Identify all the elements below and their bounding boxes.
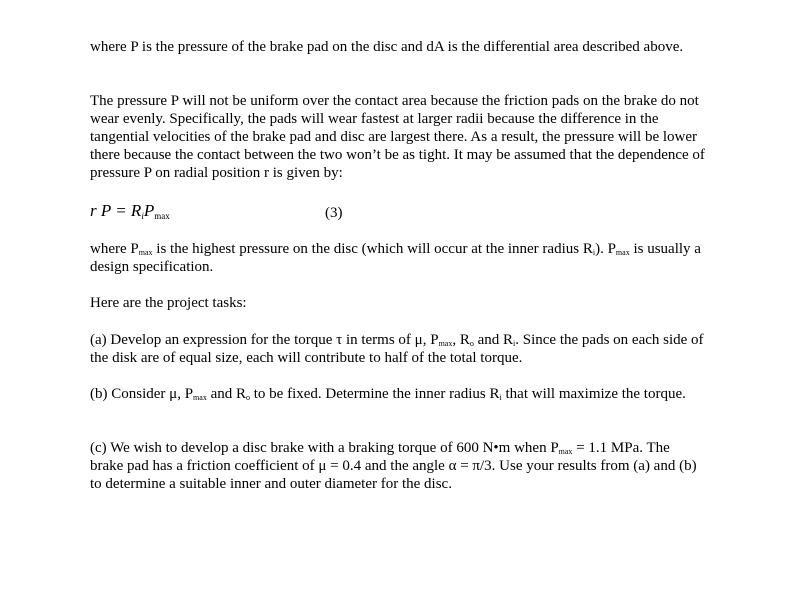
subscript: i	[592, 248, 596, 257]
text: . Since the pads on each side of the disk are of equal size, each will contribute to half of the total torque.	[90, 332, 704, 366]
subscript: i	[499, 393, 502, 402]
subscript: o	[469, 339, 474, 348]
subscript: max	[438, 339, 453, 348]
subscript: max	[558, 447, 573, 456]
text: (a) Develop an expression for the torque τ in terms of μ, P	[90, 332, 439, 348]
text: and R	[473, 332, 514, 348]
subscript: max	[193, 393, 207, 402]
subscript: i	[513, 339, 516, 348]
subscript: max	[138, 248, 153, 257]
text: = 1.1 MPa. The brake pad has a friction coefficient of μ = 0.4 and the angle α = π/3. Use your results from (a) and (b) to determine a suitable inner and outer diameter for the disc.	[90, 440, 697, 492]
equation-sub-i: i	[141, 211, 144, 221]
text: , R	[452, 332, 470, 348]
text: ). P	[595, 241, 616, 257]
paragraph-task-b	[90, 385, 705, 403]
equation-lhs: r P = R	[90, 201, 142, 220]
subscript: max	[615, 248, 630, 257]
equation-3	[90, 201, 170, 221]
equation-sub-max: max	[154, 211, 170, 221]
text: (c) We wish to develop a disc brake with a braking torque of 600 N•m when P	[90, 440, 559, 456]
text: that will maximize the torque.	[501, 386, 686, 402]
text: is usually a design specification.	[90, 241, 701, 275]
subscript: o	[246, 393, 250, 402]
paragraph-pmax-definition	[90, 240, 705, 276]
equation-p: P	[143, 201, 155, 220]
text: to be fixed. Determine the inner radius R	[250, 386, 500, 402]
paragraph-task-a	[90, 331, 705, 367]
text: (b) Consider μ, P	[90, 386, 194, 402]
text: and R	[206, 386, 246, 402]
paragraph-project-tasks-heading: Here are the project tasks:	[90, 295, 247, 311]
paragraph-pressure-definition: where P is the pressure of the brake pad on the disc and dA is the differential area described above.	[90, 39, 684, 55]
text: is the highest pressure on the disc (which will occur at the inner radius R	[152, 241, 593, 257]
text: where P	[90, 241, 139, 257]
equation-number: (3)	[325, 205, 343, 221]
paragraph-task-c	[90, 439, 705, 493]
paragraph-pressure-distribution: The pressure P will not be uniform over the contact area because the friction pads on the brake do not wear evenly. Specifically, the pads will wear fastest at larger radii because the difference in the tangential velocities of the brake pad and disc are largest there. As a result, the pressure will be lower there because the contact between the two won’t be as tight. It may be assumed that the dependence of pressure P on radial position r is given by:	[90, 93, 705, 181]
